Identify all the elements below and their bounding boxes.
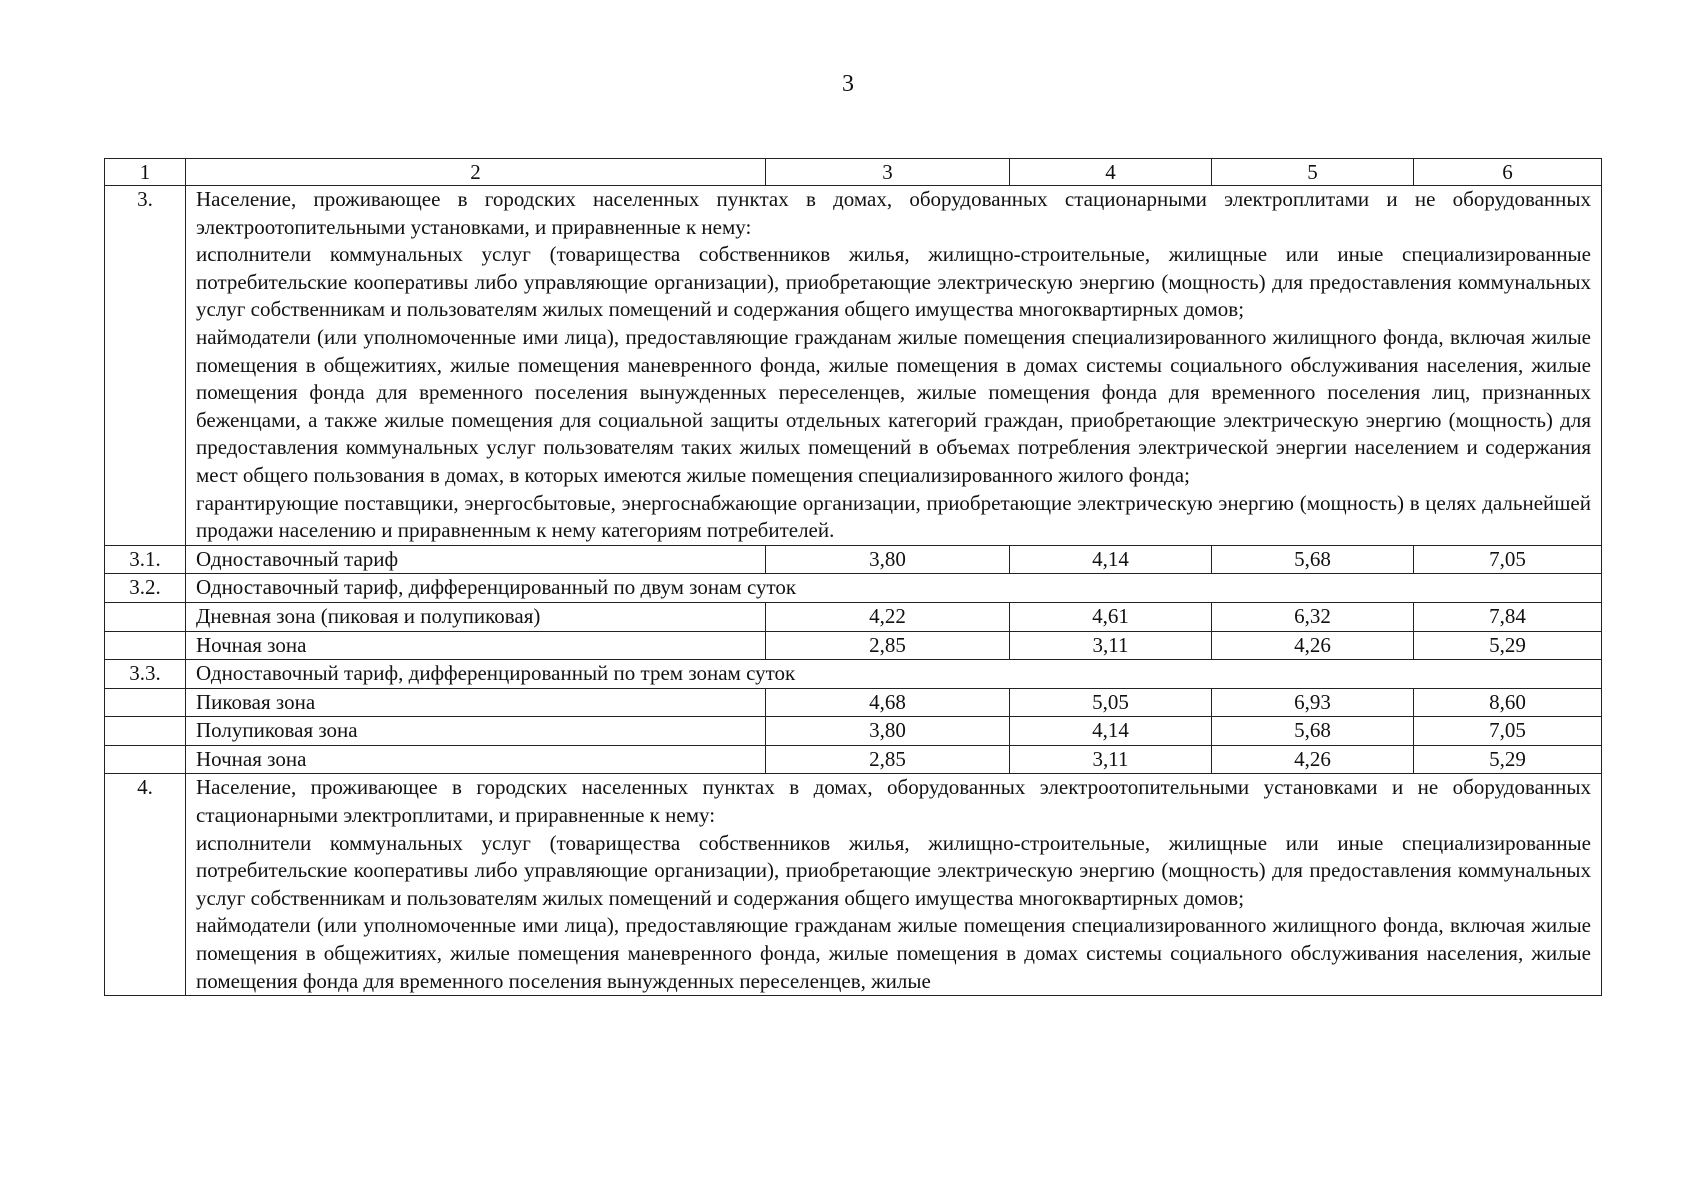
section-3-row xyxy=(105,186,1602,546)
row-label: Одноставочный тариф xyxy=(186,545,766,574)
section-4-row xyxy=(105,774,1602,996)
description-paragraph: наймодатели (или уполномоченные ими лица), предоставляющие гражданам жилые помещения специализированного жилищного фонда, включая жилые помещения в общежитиях, жилые помещения маневренного фонда, жилые помещения в домах системы социального обслуживания населения, жилые помещения фонда для временного поселения вынужденных переселенцев, жилые xyxy=(196,913,1591,993)
tariff-value: 3,80 xyxy=(766,545,1010,574)
tariff-value: 4,14 xyxy=(1010,717,1212,746)
row-number: 3.2. xyxy=(105,574,186,603)
row-number xyxy=(105,688,186,717)
tariff-value: 5,29 xyxy=(1414,745,1602,774)
description-paragraph: исполнители коммунальных услуг (товарищества собственников жилья, жилищно-строительные, жилищные или иные специализированные потребительские кооперативы либо управляющие организации), приобретающие электрическую энергию (мощность) для предоставления коммунальных услуг собственникам и пользователям жилых помещений и содержания общего имущества многоквартирных домов; xyxy=(196,242,1591,322)
tariff-value: 6,93 xyxy=(1212,688,1414,717)
description-paragraph: исполнители коммунальных услуг (товарищества собственников жилья, жилищно-строительные, жилищные или иные специализированные потребительские кооперативы либо управляющие организации), приобретающие электрическую энергию (мощность) для предоставления коммунальных услуг собственникам и пользователям жилых помещений и содержания общего имущества многоквартирных домов; xyxy=(196,830,1591,910)
tariff-value: 5,29 xyxy=(1414,631,1602,660)
row-label: Одноставочный тариф, дифференцированный по двум зонам суток xyxy=(186,574,1602,603)
description-paragraph: гарантирующие поставщики, энергосбытовые, энергоснабжающие организации, приобретающие электрическую энергию (мощность) в целях дальнейшей продажи населению и приравненным к нему категориям потребителей. xyxy=(196,490,1591,543)
section-4-description xyxy=(186,774,1602,996)
tariff-value: 7,05 xyxy=(1414,717,1602,746)
row-label: Ночная зона xyxy=(186,631,766,660)
header-cell-6: 6 xyxy=(1414,159,1602,186)
tariff-value: 4,68 xyxy=(766,688,1010,717)
tariff-value: 6,32 xyxy=(1212,602,1414,631)
row-label: Ночная зона xyxy=(186,745,766,774)
row-label: Полупиковая зона xyxy=(186,717,766,746)
row-number: 3. xyxy=(105,186,186,546)
description-paragraph: Население, проживающее в городских населенных пунктах в домах, оборудованных стационарными электроплитами и не оборудованных электроотопительными установками, и приравненные к нему: xyxy=(196,187,1591,239)
header-cell-5: 5 xyxy=(1212,159,1414,186)
header-cell-3: 3 xyxy=(766,159,1010,186)
description-paragraph: наймодатели (или уполномоченные ими лица), предоставляющие гражданам жилые помещения специализированного жилищного фонда, включая жилые помещения в общежитиях, жилые помещения маневренного фонда, жилые помещения в домах системы социального обслуживания населения, жилые помещения фонда для временного поселения вынужденных переселенцев, жилые помещения фонда для временного поселения лиц, признанных беженцами, а также жилые помещения для социальной защиты отдельных категорий граждан, приобретающие электрическую энергию (мощность) для предоставления коммунальных услуг пользователям таких жилых помещений в объемах потребления электрической энергии населением и содержания мест общего пользования в домах, в которых имеются жилые помещения специализированного жилого фонда; xyxy=(196,324,1591,487)
tariff-value: 4,61 xyxy=(1010,602,1212,631)
table-row xyxy=(105,631,1602,660)
row-number xyxy=(105,631,186,660)
tariff-value: 7,05 xyxy=(1414,545,1602,574)
description-paragraph: Население, проживающее в городских населенных пунктах в домах, оборудованных электроотопительными установками и не оборудованных стационарными электроплитами, и приравненные к нему: xyxy=(196,775,1591,828)
tariff-value: 2,85 xyxy=(766,745,1010,774)
table-row xyxy=(105,717,1602,746)
tariff-value: 8,60 xyxy=(1414,688,1602,717)
table-row xyxy=(105,602,1602,631)
row-number: 3.1. xyxy=(105,545,186,574)
tariff-value: 4,22 xyxy=(766,602,1010,631)
tariff-value: 2,85 xyxy=(766,631,1010,660)
tariff-value: 5,05 xyxy=(1010,688,1212,717)
tariff-value: 4,26 xyxy=(1212,745,1414,774)
tariff-value: 7,84 xyxy=(1414,602,1602,631)
header-cell-1: 1 xyxy=(105,159,186,186)
table-row xyxy=(105,688,1602,717)
table-header-row xyxy=(105,159,1602,186)
row-label: Дневная зона (пиковая и полупиковая) xyxy=(186,602,766,631)
table-row xyxy=(105,545,1602,574)
tariff-value: 3,80 xyxy=(766,717,1010,746)
page-number: 3 xyxy=(842,71,854,97)
tariff-value: 5,68 xyxy=(1212,545,1414,574)
tariff-value: 3,11 xyxy=(1010,631,1212,660)
header-cell-2: 2 xyxy=(186,159,766,186)
row-number xyxy=(105,717,186,746)
row-number: 3.3. xyxy=(105,660,186,689)
table-row xyxy=(105,660,1602,689)
tariff-value: 4,14 xyxy=(1010,545,1212,574)
table-row xyxy=(105,745,1602,774)
header-cell-4: 4 xyxy=(1010,159,1212,186)
section-3-description xyxy=(186,186,1602,546)
tariff-value: 4,26 xyxy=(1212,631,1414,660)
tariff-table xyxy=(104,158,1602,996)
row-number: 4. xyxy=(105,774,186,996)
row-number xyxy=(105,602,186,631)
table-row xyxy=(105,574,1602,603)
tariff-value: 3,11 xyxy=(1010,745,1212,774)
row-label: Одноставочный тариф, дифференцированный по трем зонам суток xyxy=(186,660,1602,689)
row-number xyxy=(105,745,186,774)
tariff-value: 5,68 xyxy=(1212,717,1414,746)
row-label: Пиковая зона xyxy=(186,688,766,717)
